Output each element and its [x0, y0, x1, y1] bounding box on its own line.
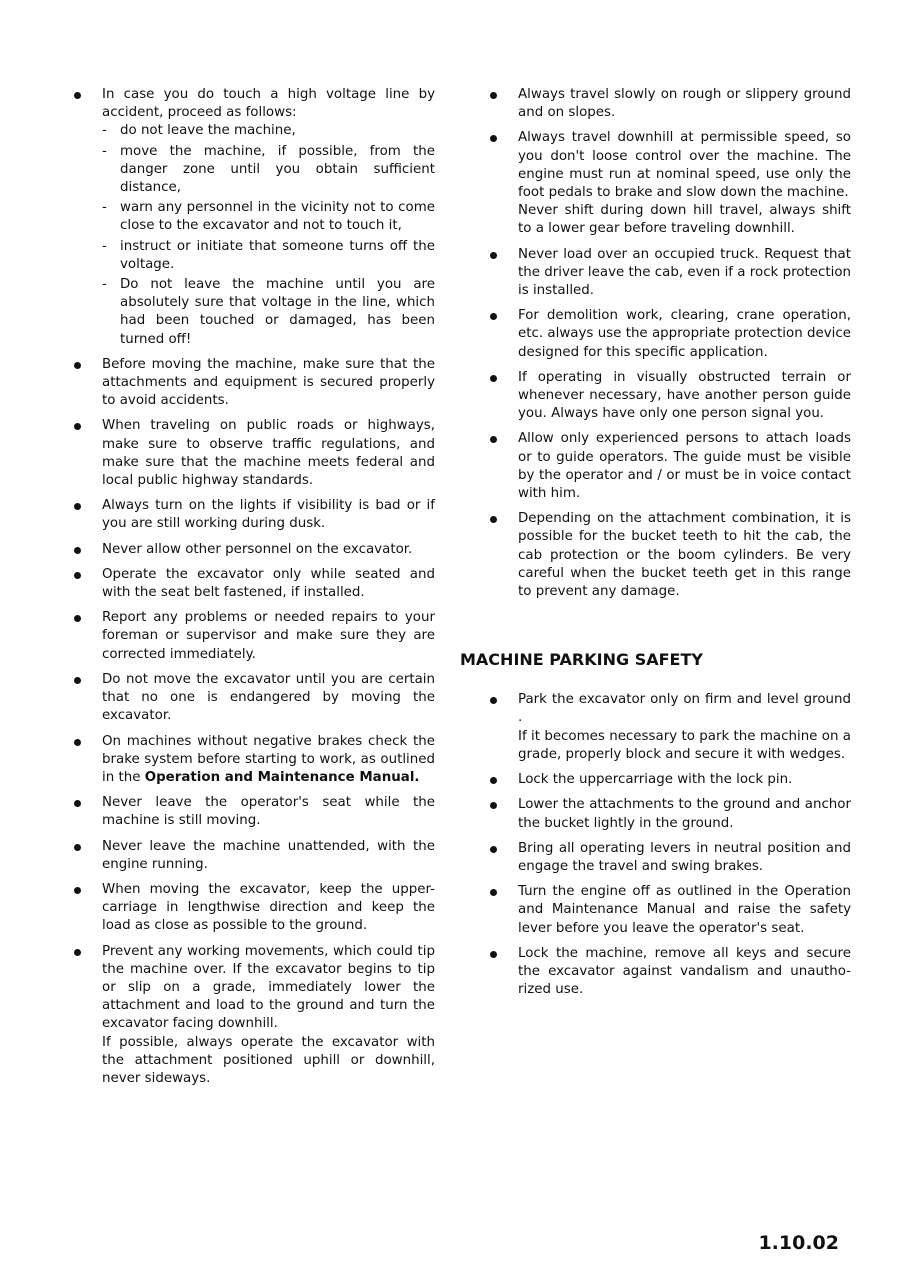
list-item: Never leave the machine unattended, with the engine running.	[62, 838, 435, 874]
list-item: When moving the excavator, keep the upper-carriage in lengthwise direction and keep the load as close as possible to the ground.	[62, 881, 435, 936]
bullet-icon	[490, 252, 497, 259]
list-item: Never allow other personnel on the excavator.	[62, 541, 435, 559]
list-item: Always turn on the lights if visibility is bad or if you are still working during dusk.	[62, 497, 435, 533]
section-title: MACHINE PARKING SAFETY	[460, 650, 703, 670]
working-movements-para: If possible, always operate the excavator with the attachment positioned uphill or downhill, never sideways.	[102, 1034, 435, 1086]
bullet-icon	[490, 802, 497, 809]
page-number: 1.10.02	[758, 1231, 839, 1254]
bullet-icon	[490, 313, 497, 320]
list-item: When traveling on public roads or highways, make sure to observe traffic regulations, and make sure that the machine meets federal and local public highway standards.	[62, 417, 435, 490]
sub-item: - instruct or initiate that someone turns off the voltage.	[102, 238, 435, 272]
bullet-icon	[74, 677, 81, 684]
bullet-icon	[490, 516, 497, 523]
list-item: Never leave the operator's seat while the machine is still moving.	[62, 794, 435, 830]
list-item: Never load over an occupied truck. Request that the driver leave the cab, even if a rock protection is installed.	[478, 246, 851, 301]
list-item: Lower the attachments to the ground and anchor the bucket lightly in the ground.	[478, 796, 851, 832]
negative-brakes-item	[62, 733, 435, 788]
bullet-icon	[74, 423, 81, 430]
negative-brakes-text: On machines without negative brakes check the brake system before starting to work, as outlined in the	[102, 733, 435, 785]
working-movements-item	[62, 943, 435, 1089]
list-item: Do not move the excavator until you are certain that no one is endangered by moving the excavator.	[62, 671, 435, 726]
bullet-icon	[490, 951, 497, 958]
downhill-para: Never shift during down hill travel, always shift to a lower gear before traveling downhill.	[518, 203, 851, 237]
list-item: Report any problems or needed repairs to your foreman or supervisor and make sure they are corrected immediately.	[62, 609, 435, 664]
downhill-item	[478, 129, 851, 238]
bullet-icon	[490, 375, 497, 382]
list-item: Operate the excavator only while seated and with the seat belt fastened, if installed.	[62, 566, 435, 602]
list-item: Always travel slowly on rough or slippery ground and on slopes.	[478, 86, 851, 122]
list-item: Turn the engine off as outlined in the Operation and Maintenance Manual and raise the safety lever before you leave the operator's seat.	[478, 883, 851, 938]
bullet-icon	[490, 92, 497, 99]
high-voltage-intro: In case you do touch a high voltage line by accident, proceed as follows:	[102, 87, 435, 121]
sub-item: - move the machine, if possible, from the danger zone until you obtain sufficient distance,	[102, 143, 435, 196]
park-item	[478, 691, 851, 764]
park-para: Park the excavator only on firm and level ground .	[518, 692, 851, 726]
working-movements-para: Prevent any working movements, which could tip the machine over. If the excavator begins to tip or slip on a grade, immediately lower the attachment and load to the ground and turn the excavator facing downhill.	[102, 943, 435, 1032]
sub-item: - do not leave the machine,	[102, 123, 296, 139]
left-column	[62, 86, 435, 1095]
bullet-icon	[74, 887, 81, 894]
bullet-icon	[490, 777, 497, 784]
bullet-icon	[490, 846, 497, 853]
bullet-icon	[74, 572, 81, 579]
bullet-icon	[74, 844, 81, 851]
list-item: Before moving the machine, make sure that the attachments and equipment is secured properly to avoid accidents.	[62, 356, 435, 411]
list-item: For demolition work, clearing, crane operation, etc. always use the appropriate protection device designed for this specific application.	[478, 307, 851, 362]
bullet-icon	[74, 503, 81, 510]
list-item: Lock the machine, remove all keys and secure the excavator against vandalism and unautho-rized use.	[478, 945, 851, 1000]
sub-item: - warn any personnel in the vicinity not to come close to the excavator and not to touch it,	[102, 200, 435, 234]
park-para: If it becomes necessary to park the machine on a grade, properly block and secure it with wedges.	[518, 728, 851, 762]
bullet-icon	[490, 697, 497, 704]
bullet-icon	[74, 92, 81, 99]
bullet-icon	[74, 739, 81, 746]
bullet-icon	[74, 362, 81, 369]
bullet-icon	[490, 436, 497, 443]
bullet-icon	[74, 949, 81, 956]
bullet-icon	[490, 135, 497, 142]
list-item: If operating in visually obstructed terrain or whenever necessary, have another person guide you. Always have only one person signal you.	[478, 369, 851, 424]
high-voltage-steps	[102, 122, 435, 348]
bullet-icon	[74, 800, 81, 807]
bullet-icon	[74, 615, 81, 622]
sub-item: - Do not leave the machine until you are absolutely sure that voltage in the line, which had been touched or damaged, has been turned off!	[102, 277, 435, 347]
manual-reference: Operation and Maintenance Manual.	[144, 769, 420, 785]
downhill-para: Always travel downhill at permissible speed, so you don't loose control over the machine. The engine must run at nominal speed, use only the foot pedals to brake and slow down the machine.	[518, 130, 851, 201]
high-voltage-item	[62, 86, 435, 349]
bullet-icon	[490, 889, 497, 896]
list-item: Bring all operating levers in neutral position and engage the travel and swing brakes.	[478, 840, 851, 876]
list-item: Depending on the attachment combination, it is possible for the bucket teeth to hit the cab, the cab protection or the boom cylinders. Be very careful when the bucket teeth get in this range to prevent any damage.	[478, 510, 851, 601]
right-column	[460, 86, 851, 1006]
list-item: Lock the uppercarriage with the lock pin.	[478, 771, 851, 789]
bullet-icon	[74, 547, 81, 554]
list-item: Allow only experienced persons to attach loads or to guide operators. The guide must be visible by the operator and / or must be in voice contact with him.	[478, 430, 851, 503]
